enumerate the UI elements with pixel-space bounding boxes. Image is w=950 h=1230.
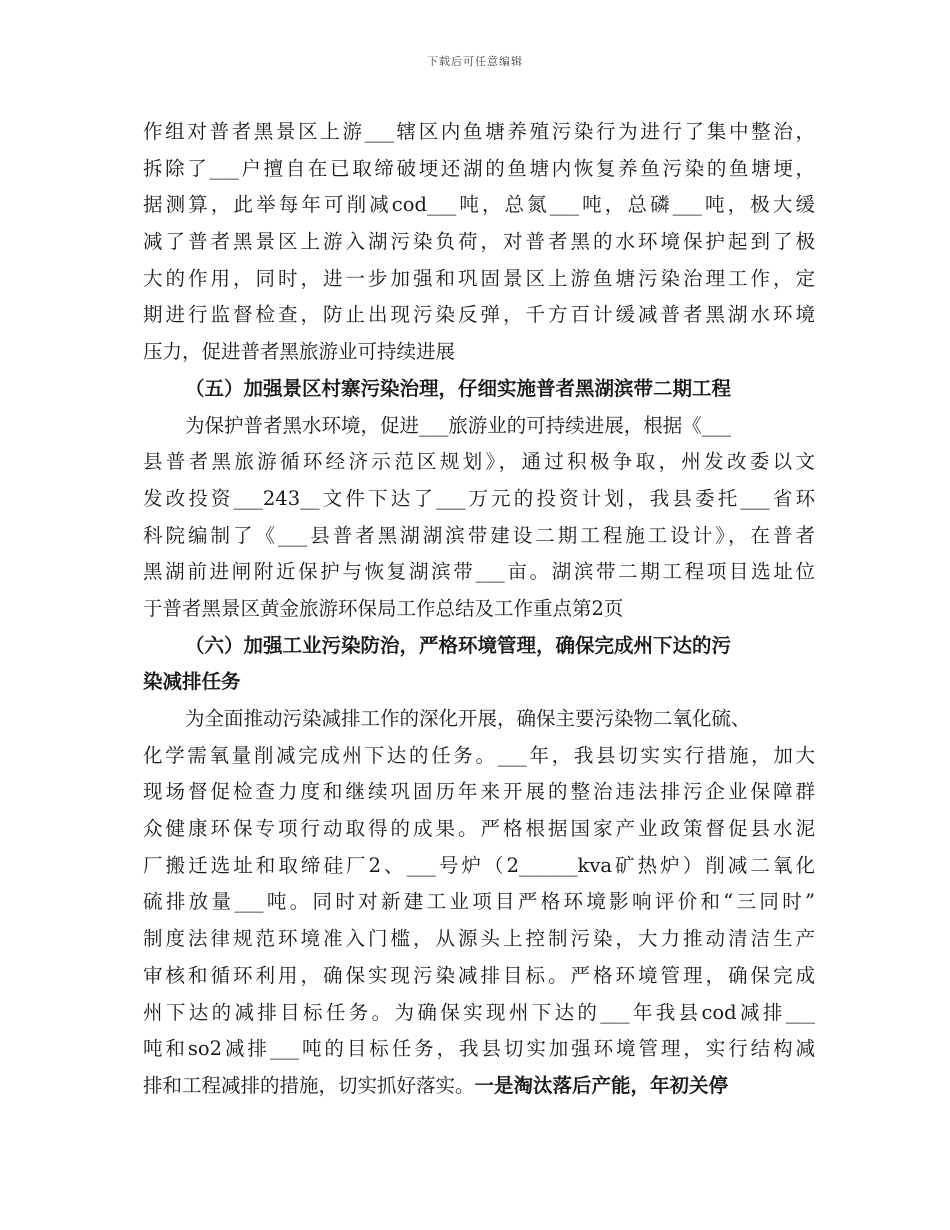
body-line: 作组对普者黑景区上游___辖区内鱼塘养殖污染行为进行了集中整治， — [143, 120, 815, 143]
body-line: 科院编制了《___县普者黑湖湖滨带建设二期工程施工设计》，在普者 — [143, 523, 815, 547]
body-line: 为保护普者黑水环境，促进___旅游业的可持续进展，根据《___ — [185, 413, 732, 437]
body-line: 据测算，此举每年可削减cod___吨，总氮___吨，总磷___吨，极大缓 — [143, 193, 815, 217]
bold-phrase: 一是淘汰落后产能，年初关停 — [474, 1073, 729, 1097]
body-line: 大的作用，同时，进一步加强和巩固景区上游鱼塘污染治理工作，定 — [143, 266, 815, 290]
body-line: 州下达的减排目标任务。为确保实现州下达的___年我县cod减排___ — [143, 1000, 815, 1024]
section-heading-6-cont: 染减排任务 — [143, 670, 241, 694]
section-heading-5: （五）加强景区村寨污染治理，仔细实施普者黑湖滨带二期工程 — [185, 376, 732, 400]
body-line: 压力，促进普者黑旅游业可持续进展 — [143, 340, 456, 364]
body-line: 厂搬迁选址和取缔硅厂2、___号炉（2______kva矿热炉）削减二氧化 — [143, 853, 815, 877]
body-line: 县普者黑旅游循环经济示范区规划》，通过积极争取，州发改委以文 — [143, 450, 815, 474]
body-line: 吨和so2减排___吨的目标任务，我县切实加强环境管理，实行结构减 — [143, 1037, 815, 1061]
section-heading-6: （六）加强工业污染防治，严格环境管理，确保完成州下达的污 — [185, 633, 732, 657]
body-text: 排和工程减排的措施，切实抓好落实。 — [143, 1073, 475, 1097]
body-line: 于普者黑景区黄金旅游环保局工作总结及工作重点第2页 — [143, 596, 624, 620]
body-line: 黑湖前进闸附近保护与恢复湖滨带___亩。湖滨带二期工程项目选址位 — [143, 560, 815, 584]
body-line-mixed — [143, 1068, 815, 1105]
body-line: 审核和循环利用，确保实现污染减排目标。严格环境管理，确保完成 — [143, 963, 815, 987]
body-line: 现场督促检查力度和继续巩固历年来开展的整治违法排污企业保障群 — [143, 780, 815, 804]
body-line: 硫排放量___吨。同时对新建工业项目严格环境影响评价和“三同时” — [143, 890, 815, 914]
page-header: 下载后可任意编辑 — [427, 55, 523, 68]
body-line: 制度法律规范环境准入门槛，从源头上控制污染，大力推动清洁生产 — [143, 927, 815, 951]
body-line: 拆除了___户擅自在已取缔破埂还湖的鱼塘内恢复养鱼污染的鱼塘埂， — [143, 156, 815, 180]
body-line: 为全面推动污染减排工作的深化开展，确保主要污染物二氧化硫、 — [185, 707, 751, 730]
document-body — [143, 114, 815, 1105]
body-line: 发改投资___243__文件下达了___万元的投资计划，我县委托___省环 — [143, 486, 815, 510]
body-line: 期进行监督检查，防止出现污染反弹，千方百计缓减普者黑湖水环境 — [143, 303, 815, 327]
body-line: 化学需氧量削减完成州下达的任务。___年，我县切实实行措施，加大 — [143, 743, 815, 767]
body-line: 众健康环保专项行动取得的成果。严格根据国家产业政策督促县水泥 — [143, 817, 815, 841]
body-line: 减了普者黑景区上游入湖污染负荷，对普者黑的水环境保护起到了极 — [143, 230, 815, 254]
